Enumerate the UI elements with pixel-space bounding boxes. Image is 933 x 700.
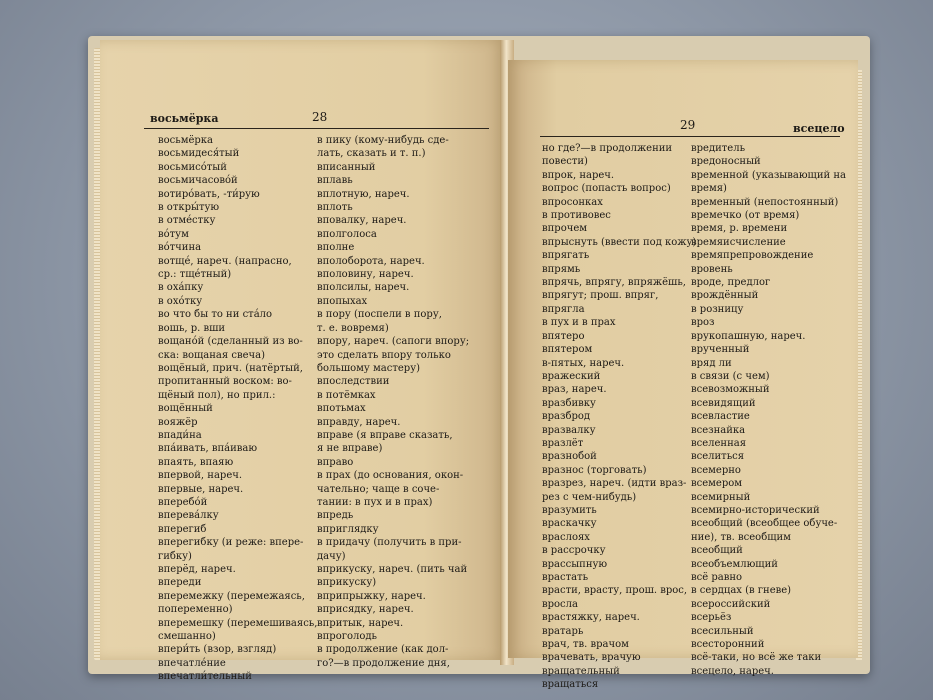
dictionary-entry: впрямь: [542, 263, 581, 275]
dictionary-entry: гибку): [158, 550, 192, 562]
dictionary-entry: вразлёт: [542, 437, 584, 449]
dictionary-entry: вполне: [317, 242, 355, 254]
dictionary-entry: в пух и в прах: [542, 317, 616, 329]
dictionary-entry: всемерно: [691, 464, 741, 476]
dictionary-entry: врученный: [691, 344, 750, 356]
dictionary-entry: вразнобой: [542, 451, 597, 463]
dictionary-entry: впери́ть (взор, взгляд): [158, 644, 277, 656]
dictionary-entry: это сделать впору только: [317, 349, 451, 361]
dictionary-entry: вразбивку: [542, 397, 596, 409]
dictionary-entry: вредитель: [691, 143, 746, 154]
dictionary-entry: вотще́, нареч. (напрасно,: [158, 255, 292, 267]
dictionary-entry: смешанно): [158, 631, 216, 643]
dictionary-entry: вправду, нареч.: [317, 416, 401, 428]
dictionary-entry: враслоях: [542, 531, 590, 543]
dictionary-entry: впоследствии: [317, 376, 390, 388]
dictionary-entry: вредоносный: [691, 156, 761, 168]
dictionary-entry: вроде, предлог: [691, 277, 771, 289]
dictionary-entry: вошь, р. вши: [158, 322, 226, 334]
dictionary-entry: восьмисо́тый: [158, 161, 227, 173]
dictionary-entry: большому мастеру): [317, 362, 420, 374]
left-page: [100, 40, 504, 683]
dictionary-entry: вплотную, нареч.: [317, 188, 410, 200]
dictionary-entry: вперёд, нареч.: [158, 564, 236, 575]
dictionary-entry: впрок, нареч.: [542, 169, 615, 181]
dictionary-entry: враз, нареч.: [542, 384, 607, 396]
dictionary-entry: дачу): [317, 550, 346, 562]
right-column-1: [542, 142, 696, 692]
dictionary-entry: вращательный: [542, 665, 620, 677]
dictionary-entry: всемером: [691, 478, 743, 490]
dictionary-entry: впору, нареч. (сапоги впору;: [317, 336, 470, 348]
dictionary-entry: вприсядку, нареч.: [317, 604, 414, 616]
dictionary-entry: в противовес: [542, 210, 611, 222]
dictionary-entry: вповалку, нареч.: [317, 215, 407, 227]
dictionary-entry: времечко (от время): [691, 210, 800, 222]
dictionary-entry: вполоборота, нареч.: [317, 255, 425, 267]
dictionary-entry: в потёмках: [317, 389, 376, 401]
dictionary-entry: вразвалку: [542, 424, 596, 436]
dictionary-entry: вправе (я вправе сказать,: [317, 429, 453, 441]
dictionary-entry: вселиться: [691, 451, 745, 463]
dictionary-entry: впрочем: [542, 223, 588, 235]
dictionary-entry: впритык, нареч.: [317, 617, 404, 629]
dictionary-entry: впрягла: [542, 303, 585, 315]
dictionary-entry: вполовину, нареч.: [317, 269, 414, 281]
dictionary-entry: вроз: [691, 317, 715, 329]
dictionary-entry: восьмичасово́й: [158, 175, 238, 187]
dictionary-entry: всесторонний: [691, 639, 765, 651]
dictionary-entry: но где?—в продолжении: [542, 143, 673, 154]
dictionary-entry: вотиро́вать, -ти́рую: [158, 188, 260, 200]
dictionary-entry: время, р. времени: [691, 223, 788, 235]
dictionary-entry: вплавь: [317, 175, 353, 187]
dictionary-entry: го?—в продолжение дня,: [317, 657, 450, 669]
dictionary-entry: всезнайка: [691, 424, 746, 436]
dictionary-entry: врасти, врасту, прош. врос,: [542, 585, 688, 597]
dictionary-entry: щёный пол), но прил.:: [158, 389, 276, 401]
dictionary-entry: время): [691, 183, 727, 195]
dictionary-entry: вратарь: [542, 625, 584, 637]
dictionary-entry: впятеро: [542, 330, 585, 342]
dictionary-entry: вселенная: [691, 437, 747, 449]
dictionary-entry: врассыпную: [542, 558, 608, 570]
dictionary-entry: рез с чем-нибудь): [542, 491, 637, 503]
dictionary-entry: всемирный: [691, 491, 751, 503]
dictionary-entry: вприглядку: [317, 523, 379, 535]
dictionary-entry: впроголодь: [317, 631, 377, 643]
dictionary-entry: вперебо́й: [158, 496, 208, 508]
dictionary-entry: в связи (с чем): [691, 370, 770, 382]
dictionary-entry: в прах (до основания, окон-: [317, 470, 464, 482]
dictionary-entry: всесильный: [691, 625, 754, 637]
dictionary-entry: вряд ли: [691, 357, 732, 369]
dictionary-entry: повести): [542, 156, 588, 168]
dictionary-entry: восьмёрка: [158, 135, 214, 146]
left-column-2: [317, 134, 469, 670]
dictionary-entry: в пору (поспели в пору,: [317, 309, 442, 321]
dictionary-entry: в пику (кому-нибудь сде-: [317, 135, 449, 146]
dictionary-entry: в розницу: [691, 303, 744, 315]
dictionary-entry: всевластие: [691, 411, 750, 423]
dictionary-entry: впаять, впаяю: [158, 456, 234, 468]
right-page: [508, 60, 858, 691]
dictionary-entry: врач, тв. врачом: [542, 639, 629, 651]
dictionary-entry: вояжёр: [158, 416, 198, 428]
dictionary-entry: впереди: [158, 577, 202, 589]
dictionary-entry: впервые, нареч.: [158, 483, 244, 495]
dictionary-entry: попеременно): [158, 604, 233, 616]
dictionary-entry: вполголоса: [317, 228, 377, 240]
dictionary-entry: времяпрепровождение: [691, 250, 814, 262]
dictionary-entry: в отме́стку: [158, 215, 216, 227]
right-column-2: [691, 142, 846, 678]
dictionary-entry: чательно; чаще в соче-: [317, 483, 440, 495]
right-header-word: всецело: [793, 122, 845, 135]
dictionary-entry: всерьёз: [691, 612, 732, 624]
dictionary-entry: вражеский: [542, 370, 601, 382]
dictionary-entry: вперемежку (перемежаясь,: [158, 590, 305, 602]
right-header-rule: [540, 136, 840, 137]
dictionary-entry: впотьмах: [317, 403, 366, 415]
dictionary-entry: вплоть: [317, 202, 353, 214]
dictionary-entry: впечатле́ние: [158, 657, 226, 669]
dictionary-entry: впрягут; прош. впряг,: [542, 290, 659, 302]
dictionary-entry: вровень: [691, 263, 733, 275]
dictionary-entry: впади́на: [158, 429, 202, 441]
dictionary-entry: вопрос (попасть вопрос): [542, 183, 671, 195]
dictionary-entry: вразброд: [542, 411, 591, 423]
dictionary-entry: я не вправе): [317, 443, 383, 455]
dictionary-entry: впервой, нареч.: [158, 470, 243, 482]
dictionary-entry: вправо: [317, 456, 354, 468]
dictionary-entry: врукопашную, нареч.: [691, 330, 806, 342]
dictionary-entry: впечатли́тельный: [158, 671, 252, 683]
right-page-number: 29: [680, 118, 696, 132]
dictionary-entry: т. е. вовремя): [317, 322, 389, 334]
dictionary-entry: времяисчисление: [691, 236, 786, 248]
dictionary-entry: впредь: [317, 510, 354, 522]
dictionary-entry: во́тчина: [158, 242, 202, 254]
dictionary-entry: всероссийский: [691, 598, 771, 610]
dictionary-entry: всецело, нареч.: [691, 665, 774, 677]
left-column-1: [158, 134, 317, 684]
left-header-word: восьмёрка: [150, 112, 219, 125]
dictionary-entry: в охо́тку: [158, 295, 203, 307]
dictionary-entry: вполсилы, нареч.: [317, 282, 410, 294]
left-header-rule: [144, 128, 489, 129]
dictionary-entry: врастать: [542, 572, 589, 583]
dictionary-entry: вразрез, нареч. (идти враз-: [542, 478, 687, 490]
dictionary-entry: вощённый: [158, 403, 213, 415]
dictionary-entry: впрыснуть (ввести под кожу): [542, 236, 697, 248]
dictionary-entry: лать, сказать и т. п.): [317, 148, 426, 160]
dictionary-entry: ср.: тще́тный): [158, 269, 232, 281]
dictionary-entry: в продолжение (как дол-: [317, 644, 449, 656]
dictionary-entry: вприпрыжку, нареч.: [317, 590, 426, 602]
dictionary-entry: всевозможный: [691, 384, 770, 396]
dictionary-entry: впросонках: [542, 196, 603, 208]
dictionary-entry: всё-таки, но всё же таки: [691, 652, 822, 664]
dictionary-entry: всемирно-исторический: [691, 504, 820, 516]
dictionary-entry: временной (указывающий на: [691, 169, 846, 181]
dictionary-entry: вразумить: [542, 504, 597, 516]
dictionary-entry: в рассрочку: [542, 545, 606, 557]
dictionary-entry: в оха́пку: [158, 282, 204, 294]
dictionary-entry: восьмидеся́тый: [158, 148, 240, 160]
dictionary-entry: вприкуску, нареч. (пить чай: [317, 564, 468, 575]
dictionary-entry: всеобъемлющий: [691, 558, 778, 570]
dictionary-entry: вращаться: [542, 679, 599, 691]
dictionary-entry: вразнос (торговать): [542, 464, 647, 476]
dictionary-entry: впрягать: [542, 250, 590, 262]
dictionary-entry: врастяжку, нареч.: [542, 612, 640, 624]
dictionary-entry: в сердцах (в гневе): [691, 585, 792, 597]
left-page-number: 28: [312, 110, 328, 124]
dictionary-entry: вощёный, прич. (натёртый,: [158, 362, 303, 374]
dictionary-entry: всё равно: [691, 572, 743, 583]
dictionary-entry: всеобщий (всеобщее обуче-: [691, 518, 838, 530]
dictionary-entry: в придачу (получить в при-: [317, 537, 462, 549]
dictionary-entry: впрячь, впрягу, впряжёшь,: [542, 277, 686, 289]
dictionary-entry: вперева́лку: [158, 510, 219, 522]
dictionary-entry: вприкуску): [317, 577, 377, 589]
dictionary-entry: вросла: [542, 598, 578, 610]
dictionary-entry: вперегибку (и реже: впере-: [158, 537, 304, 549]
dictionary-entry: вощано́й (сделанный из во-: [158, 336, 303, 348]
dictionary-entry: во что бы то ни ста́ло: [158, 309, 273, 321]
dictionary-entry: врождённый: [691, 290, 759, 302]
dictionary-entry: во́тум: [158, 228, 189, 240]
dictionary-entry: в откры́тую: [158, 202, 220, 214]
dictionary-entry: тании: в пух и в прах): [317, 496, 433, 508]
dictionary-entry: врачевать, врачую: [542, 652, 641, 664]
dictionary-entry: вперегиб: [158, 523, 207, 535]
dictionary-entry: впопыхах: [317, 295, 368, 307]
dictionary-entry: временный (непостоянный): [691, 196, 839, 208]
dictionary-entry: вперемешку (перемешиваясь,: [158, 617, 318, 629]
dictionary-entry: впа́ивать, впа́иваю: [158, 443, 258, 455]
dictionary-entry: всеобщий: [691, 545, 743, 557]
dictionary-entry: ска: вощаная свеча): [158, 349, 266, 361]
dictionary-entry: в-пятых, нареч.: [542, 357, 625, 369]
dictionary-entry: впятером: [542, 344, 593, 356]
dictionary-entry: пропитанный воском: во-: [158, 376, 292, 388]
dictionary-entry: вписанный: [317, 161, 376, 173]
dictionary-entry: ние), тв. всеобщим: [691, 531, 791, 543]
dictionary-entry: всевидящий: [691, 397, 756, 409]
dictionary-entry: враскачку: [542, 518, 597, 530]
